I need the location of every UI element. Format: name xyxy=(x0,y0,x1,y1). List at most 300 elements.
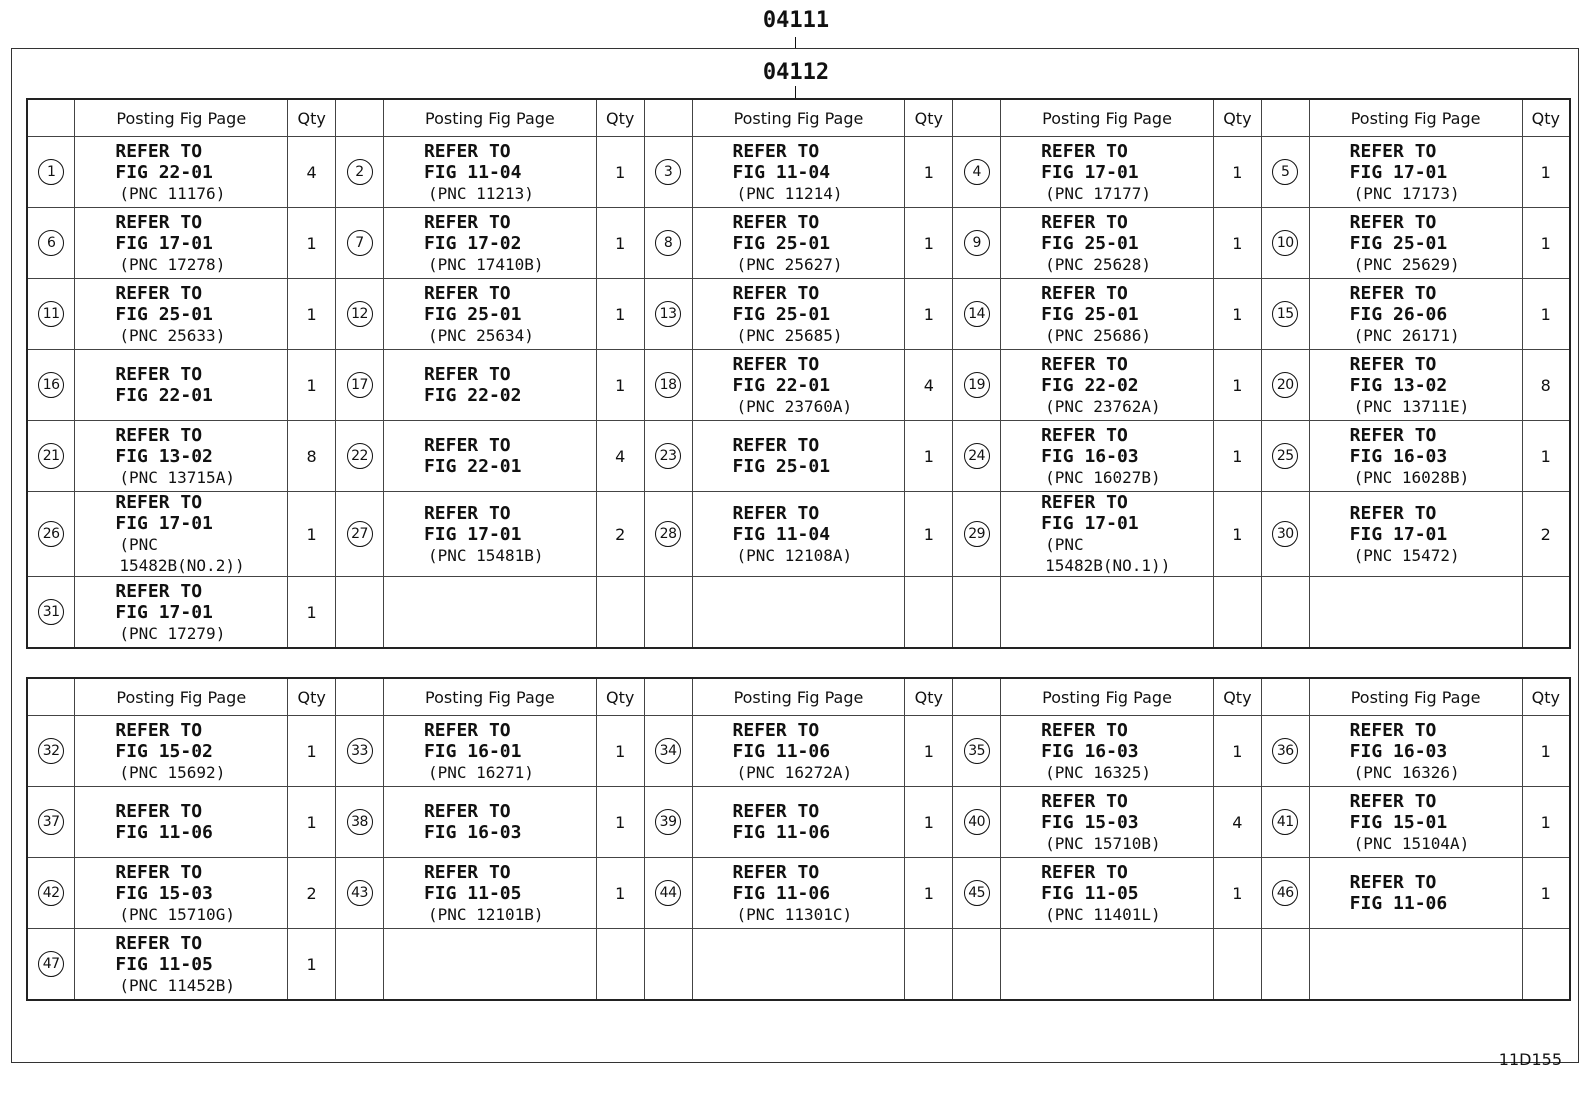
reference-cell xyxy=(383,858,596,929)
pnc-reference: (PNC 25629) xyxy=(1353,254,1460,274)
refer-to-label: REFER TO xyxy=(1041,424,1128,446)
parts-reference-table-2 xyxy=(26,677,1571,1001)
item-number-cell xyxy=(953,350,1001,421)
reference-cell xyxy=(1001,858,1214,929)
quantity-cell xyxy=(596,858,644,929)
item-number-badge: 41 xyxy=(1272,809,1298,835)
quantity-value: 1 xyxy=(306,233,317,253)
quantity-cell xyxy=(288,858,336,929)
item-number-badge: 19 xyxy=(964,372,990,398)
reference-cell xyxy=(692,208,905,279)
refer-to-label: REFER TO xyxy=(732,861,820,883)
reference-cell xyxy=(75,577,288,649)
quantity-cell xyxy=(288,577,336,649)
refer-to-label: REFER TO xyxy=(115,140,203,162)
reference-cell xyxy=(1001,137,1214,208)
figure-reference: FIG 15-02 xyxy=(115,740,213,762)
figure-reference: FIG 22-01 xyxy=(115,385,213,406)
quantity-cell xyxy=(905,279,953,350)
figure-reference: FIG 17-02 xyxy=(423,232,522,254)
item-number-badge: 26 xyxy=(38,521,64,547)
header-row xyxy=(27,99,1570,137)
quantity-value: 1 xyxy=(1232,446,1243,466)
pnc-reference: (PNC 15481B) xyxy=(427,545,544,565)
pnc-reference: (PNC 11401L) xyxy=(1045,904,1161,924)
pnc-reference: (PNC 17278) xyxy=(119,254,226,274)
item-number-cell xyxy=(336,577,384,649)
reference-cell xyxy=(383,492,596,577)
item-number-cell xyxy=(644,350,692,421)
item-number-cell xyxy=(953,929,1001,1001)
header-number-cell xyxy=(27,99,75,137)
pnc-reference: (PNC 12108A) xyxy=(736,545,853,565)
quantity-value: 1 xyxy=(1232,375,1243,395)
quantity-value: 1 xyxy=(1232,233,1243,253)
reference-cell xyxy=(1001,279,1214,350)
quantity-value: 1 xyxy=(923,304,934,324)
reference-cell xyxy=(1309,137,1522,208)
reference-cell xyxy=(1309,350,1522,421)
leader-line xyxy=(795,86,796,98)
quantity-cell xyxy=(1213,421,1261,492)
assembly-code-main: 04111 xyxy=(762,8,830,33)
assembly-code-sub: 04112 xyxy=(762,60,830,85)
quantity-cell xyxy=(905,421,953,492)
figure-reference: FIG 11-06 xyxy=(115,822,213,843)
table-row xyxy=(27,279,1570,350)
reference-cell xyxy=(692,858,905,929)
refer-to-label: REFER TO xyxy=(423,502,511,524)
pnc-reference: (PNC 13715A) xyxy=(119,467,235,487)
figure-reference: FIG 17-01 xyxy=(1041,513,1139,534)
item-number-cell xyxy=(27,787,75,858)
refer-to-label: REFER TO xyxy=(423,861,511,883)
quantity-value: 1 xyxy=(306,812,317,832)
pnc-reference: (PNC 17177) xyxy=(1045,183,1152,203)
quantity-value: 1 xyxy=(306,375,317,395)
quantity-value: 1 xyxy=(1540,162,1551,182)
item-number-cell xyxy=(953,421,1001,492)
item-number-cell xyxy=(644,929,692,1001)
quantity-cell xyxy=(1213,858,1261,929)
item-number-cell xyxy=(27,350,75,421)
refer-to-label: REFER TO xyxy=(1349,872,1437,893)
quantity-value: 1 xyxy=(1232,524,1243,544)
quantity-value: 1 xyxy=(923,524,934,544)
reference-cell xyxy=(692,577,905,649)
item-number-cell xyxy=(953,577,1001,649)
header-number-cell xyxy=(644,99,692,137)
figure-reference: FIG 13-02 xyxy=(115,445,213,467)
item-number-cell xyxy=(644,137,692,208)
quantity-cell xyxy=(288,787,336,858)
figure-reference: FIG 22-02 xyxy=(423,385,522,406)
item-number-badge: 10 xyxy=(1272,230,1298,256)
pnc-reference: (PNC 26171) xyxy=(1353,325,1460,345)
item-number-badge: 1 xyxy=(38,159,64,185)
pnc-reference: (PNC 11301C) xyxy=(736,904,853,924)
refer-to-label: REFER TO xyxy=(1349,282,1437,304)
reference-cell xyxy=(1001,929,1214,1001)
pnc-reference: (PNC 15482B(NO.2)) xyxy=(119,535,245,575)
item-number-cell xyxy=(1261,350,1309,421)
refer-to-label: REFER TO xyxy=(423,140,511,162)
quantity-cell xyxy=(905,787,953,858)
reference-cell xyxy=(75,492,288,577)
header-row xyxy=(27,678,1570,716)
item-number-badge: 35 xyxy=(964,738,990,764)
quantity-value: 1 xyxy=(306,602,317,622)
item-number-cell xyxy=(27,279,75,350)
quantity-value: 1 xyxy=(615,883,626,903)
item-number-badge: 27 xyxy=(347,521,373,547)
item-number-cell xyxy=(27,137,75,208)
refer-to-label: REFER TO xyxy=(732,502,820,524)
figure-reference: FIG 17-01 xyxy=(115,513,213,534)
item-number-badge: 31 xyxy=(38,599,64,625)
quantity-value: 8 xyxy=(306,446,317,466)
pnc-reference: (PNC 23762A) xyxy=(1045,396,1161,416)
figure-reference: FIG 25-01 xyxy=(115,303,213,325)
item-number-badge: 15 xyxy=(1272,301,1298,327)
reference-cell xyxy=(75,716,288,787)
reference-cell xyxy=(1001,350,1214,421)
item-number-cell xyxy=(27,716,75,787)
reference-cell xyxy=(383,208,596,279)
quantity-value: 1 xyxy=(1232,304,1243,324)
item-number-badge: 11 xyxy=(38,301,64,327)
item-number-cell xyxy=(953,208,1001,279)
quantity-cell xyxy=(1522,716,1570,787)
quantity-value: 1 xyxy=(923,812,934,832)
pnc-reference: (PNC 17173) xyxy=(1353,183,1460,203)
reference-cell xyxy=(1309,208,1522,279)
item-number-cell xyxy=(27,858,75,929)
item-number-cell xyxy=(336,858,384,929)
figure-reference: FIG 22-01 xyxy=(115,161,213,183)
item-number-badge: 30 xyxy=(1272,521,1298,547)
figure-reference: FIG 17-01 xyxy=(115,232,213,254)
item-number-cell xyxy=(644,279,692,350)
quantity-value: 1 xyxy=(306,304,317,324)
item-number-badge: 2 xyxy=(347,159,373,185)
reference-cell xyxy=(75,350,288,421)
figure-reference: FIG 25-01 xyxy=(1041,303,1139,325)
quantity-value: 4 xyxy=(615,446,626,466)
table-row xyxy=(27,716,1570,787)
refer-to-label: REFER TO xyxy=(115,282,203,304)
figure-reference: FIG 25-01 xyxy=(732,303,831,325)
reference-cell xyxy=(1001,208,1214,279)
reference-cell xyxy=(1001,492,1214,577)
figure-reference: FIG 22-02 xyxy=(1041,374,1139,396)
item-number-badge: 20 xyxy=(1272,372,1298,398)
item-number-badge: 39 xyxy=(655,809,681,835)
pnc-reference: (PNC 15710G) xyxy=(119,904,235,924)
header-number-cell xyxy=(1261,99,1309,137)
figure-reference: FIG 17-01 xyxy=(423,523,522,545)
refer-to-label: REFER TO xyxy=(732,719,820,741)
figure-reference: FIG 17-01 xyxy=(1349,523,1448,545)
quantity-cell xyxy=(1213,492,1261,577)
item-number-cell xyxy=(1261,716,1309,787)
item-number-cell xyxy=(27,208,75,279)
item-number-badge: 4 xyxy=(964,159,990,185)
figure-reference: FIG 15-01 xyxy=(1349,811,1448,833)
item-number-badge: 8 xyxy=(655,230,681,256)
item-number-badge: 38 xyxy=(347,809,373,835)
item-number-cell xyxy=(1261,577,1309,649)
quantity-cell xyxy=(1213,350,1261,421)
quantity-value: 8 xyxy=(1540,375,1551,395)
quantity-cell xyxy=(596,577,644,649)
quantity-cell xyxy=(596,492,644,577)
reference-cell xyxy=(1001,577,1214,649)
quantity-cell xyxy=(1522,858,1570,929)
header-posting-fig-page: Posting Fig Page xyxy=(692,678,905,716)
table-row xyxy=(27,421,1570,492)
quantity-cell xyxy=(1522,577,1570,649)
header-posting-fig-page: Posting Fig Page xyxy=(1001,99,1214,137)
header-posting-fig-page: Posting Fig Page xyxy=(383,678,596,716)
item-number-badge: 5 xyxy=(1272,159,1298,185)
item-number-badge: 23 xyxy=(655,443,681,469)
reference-cell xyxy=(75,421,288,492)
item-number-cell xyxy=(336,421,384,492)
refer-to-label: REFER TO xyxy=(423,282,511,304)
reference-cell xyxy=(75,787,288,858)
quantity-cell xyxy=(288,929,336,1001)
pnc-reference: (PNC 11176) xyxy=(119,183,226,203)
item-number-cell xyxy=(336,492,384,577)
header-qty: Qty xyxy=(1213,678,1261,716)
table-row xyxy=(27,350,1570,421)
quantity-value: 1 xyxy=(923,741,934,761)
refer-to-label: REFER TO xyxy=(1349,424,1437,446)
reference-cell xyxy=(383,137,596,208)
quantity-cell xyxy=(596,787,644,858)
item-number-cell xyxy=(336,716,384,787)
reference-cell xyxy=(75,858,288,929)
header-number-cell xyxy=(336,678,384,716)
item-number-badge: 29 xyxy=(964,521,990,547)
quantity-cell xyxy=(1213,208,1261,279)
item-number-cell xyxy=(953,787,1001,858)
quantity-cell xyxy=(905,577,953,649)
quantity-cell xyxy=(596,929,644,1001)
quantity-cell xyxy=(288,137,336,208)
figure-reference: FIG 16-03 xyxy=(1349,740,1448,762)
refer-to-label: REFER TO xyxy=(115,492,203,513)
refer-to-label: REFER TO xyxy=(1041,282,1128,304)
quantity-cell xyxy=(905,929,953,1001)
quantity-value: 1 xyxy=(923,233,934,253)
pnc-reference: (PNC 25633) xyxy=(119,325,226,345)
quantity-cell xyxy=(1213,716,1261,787)
pnc-reference: (PNC 11214) xyxy=(736,183,843,203)
item-number-cell xyxy=(336,137,384,208)
item-number-cell xyxy=(644,787,692,858)
item-number-badge: 3 xyxy=(655,159,681,185)
reference-cell xyxy=(1309,858,1522,929)
reference-cell xyxy=(1001,421,1214,492)
item-number-badge: 6 xyxy=(38,230,64,256)
header-posting-fig-page: Posting Fig Page xyxy=(1309,99,1522,137)
pnc-reference: (PNC 16028B) xyxy=(1353,467,1470,487)
reference-cell xyxy=(383,929,596,1001)
quantity-value: 1 xyxy=(1540,883,1551,903)
refer-to-label: REFER TO xyxy=(1041,861,1128,883)
refer-to-label: REFER TO xyxy=(1041,492,1128,513)
header-qty: Qty xyxy=(288,99,336,137)
quantity-value: 1 xyxy=(1540,304,1551,324)
refer-to-label: REFER TO xyxy=(1349,790,1437,812)
figure-reference: FIG 11-04 xyxy=(732,523,831,545)
figure-reference: FIG 11-06 xyxy=(732,740,831,762)
pnc-reference: (PNC 15482B(NO.1)) xyxy=(1045,535,1171,575)
quantity-cell xyxy=(1522,929,1570,1001)
item-number-cell xyxy=(27,492,75,577)
item-number-cell xyxy=(27,421,75,492)
refer-to-label: REFER TO xyxy=(1349,353,1437,375)
refer-to-label: REFER TO xyxy=(732,801,820,822)
pnc-reference: (PNC 15692) xyxy=(119,762,226,782)
item-number-cell xyxy=(953,279,1001,350)
item-number-badge: 34 xyxy=(655,738,681,764)
quantity-cell xyxy=(596,716,644,787)
item-number-cell xyxy=(1261,929,1309,1001)
pnc-reference: (PNC 16027B) xyxy=(1045,467,1161,487)
item-number-cell xyxy=(1261,137,1309,208)
refer-to-label: REFER TO xyxy=(115,719,203,741)
item-number-badge: 22 xyxy=(347,443,373,469)
quantity-cell xyxy=(596,279,644,350)
quantity-value: 1 xyxy=(1232,883,1243,903)
refer-to-label: REFER TO xyxy=(115,580,203,602)
refer-to-label: REFER TO xyxy=(732,353,820,375)
quantity-cell xyxy=(905,208,953,279)
reference-cell xyxy=(692,279,905,350)
quantity-cell xyxy=(905,137,953,208)
pnc-reference: (PNC 17410B) xyxy=(427,254,544,274)
header-qty: Qty xyxy=(1522,678,1570,716)
figure-reference: FIG 11-04 xyxy=(423,161,522,183)
quantity-cell xyxy=(1522,787,1570,858)
figure-reference: FIG 16-03 xyxy=(423,822,522,843)
quantity-value: 4 xyxy=(1232,812,1243,832)
item-number-cell xyxy=(336,208,384,279)
pnc-reference: (PNC 11213) xyxy=(427,183,534,203)
quantity-cell xyxy=(1522,350,1570,421)
header-posting-fig-page: Posting Fig Page xyxy=(1001,678,1214,716)
header-qty: Qty xyxy=(905,99,953,137)
reference-cell xyxy=(383,787,596,858)
refer-to-label: REFER TO xyxy=(115,211,203,233)
figure-reference: FIG 11-05 xyxy=(423,882,522,904)
refer-to-label: REFER TO xyxy=(423,211,511,233)
quantity-cell xyxy=(1213,929,1261,1001)
quantity-value: 2 xyxy=(306,883,317,903)
quantity-cell xyxy=(596,137,644,208)
table-row xyxy=(27,929,1570,1001)
figure-reference: FIG 13-02 xyxy=(1349,374,1448,396)
item-number-cell xyxy=(953,858,1001,929)
pnc-reference: (PNC 16325) xyxy=(1045,762,1152,782)
item-number-badge: 16 xyxy=(38,372,64,398)
reference-cell xyxy=(692,137,905,208)
reference-cell xyxy=(383,716,596,787)
quantity-value: 1 xyxy=(1540,233,1551,253)
quantity-cell xyxy=(596,421,644,492)
header-qty: Qty xyxy=(905,678,953,716)
reference-cell xyxy=(1309,492,1522,577)
table-row xyxy=(27,208,1570,279)
item-number-cell xyxy=(336,787,384,858)
pnc-reference: (PNC 25628) xyxy=(1045,254,1152,274)
table-row xyxy=(27,787,1570,858)
reference-cell xyxy=(1309,716,1522,787)
refer-to-label: REFER TO xyxy=(1041,140,1128,162)
item-number-badge: 9 xyxy=(964,230,990,256)
quantity-cell xyxy=(905,716,953,787)
reference-cell xyxy=(75,208,288,279)
item-number-cell xyxy=(336,929,384,1001)
item-number-badge: 28 xyxy=(655,521,681,547)
quantity-cell xyxy=(288,279,336,350)
figure-reference: FIG 16-01 xyxy=(423,740,522,762)
table-row xyxy=(27,858,1570,929)
header-posting-fig-page: Posting Fig Page xyxy=(75,99,288,137)
header-posting-fig-page: Posting Fig Page xyxy=(692,99,905,137)
figure-reference: FIG 17-01 xyxy=(115,601,213,623)
figure-reference: FIG 22-01 xyxy=(732,374,831,396)
figure-reference: FIG 11-04 xyxy=(732,161,831,183)
item-number-badge: 43 xyxy=(347,880,373,906)
item-number-cell xyxy=(1261,208,1309,279)
reference-cell xyxy=(383,279,596,350)
item-number-cell xyxy=(1261,421,1309,492)
item-number-badge: 12 xyxy=(347,301,373,327)
item-number-cell xyxy=(644,858,692,929)
drawing-id: 11D155 xyxy=(1498,1050,1562,1069)
pnc-reference: (PNC 13711E) xyxy=(1353,396,1470,416)
quantity-value: 2 xyxy=(1540,524,1551,544)
quantity-value: 4 xyxy=(306,162,317,182)
header-number-cell xyxy=(953,99,1001,137)
figure-reference: FIG 11-06 xyxy=(732,822,831,843)
pnc-reference: (PNC 25634) xyxy=(427,325,534,345)
reference-cell xyxy=(1309,787,1522,858)
refer-to-label: REFER TO xyxy=(423,435,511,456)
quantity-value: 1 xyxy=(923,162,934,182)
item-number-badge: 40 xyxy=(964,809,990,835)
parts-reference-table-1 xyxy=(26,98,1571,649)
header-qty: Qty xyxy=(596,678,644,716)
quantity-cell xyxy=(905,350,953,421)
header-qty: Qty xyxy=(288,678,336,716)
figure-reference: FIG 11-06 xyxy=(732,882,831,904)
refer-to-label: REFER TO xyxy=(423,364,511,385)
figure-reference: FIG 16-03 xyxy=(1041,445,1139,467)
item-number-badge: 21 xyxy=(38,443,64,469)
refer-to-label: REFER TO xyxy=(115,801,203,822)
pnc-reference: (PNC 11452B) xyxy=(119,975,235,995)
refer-to-label: REFER TO xyxy=(732,211,820,233)
refer-to-label: REFER TO xyxy=(423,719,511,741)
reference-cell xyxy=(692,421,905,492)
header-qty: Qty xyxy=(596,99,644,137)
item-number-badge: 14 xyxy=(964,301,990,327)
